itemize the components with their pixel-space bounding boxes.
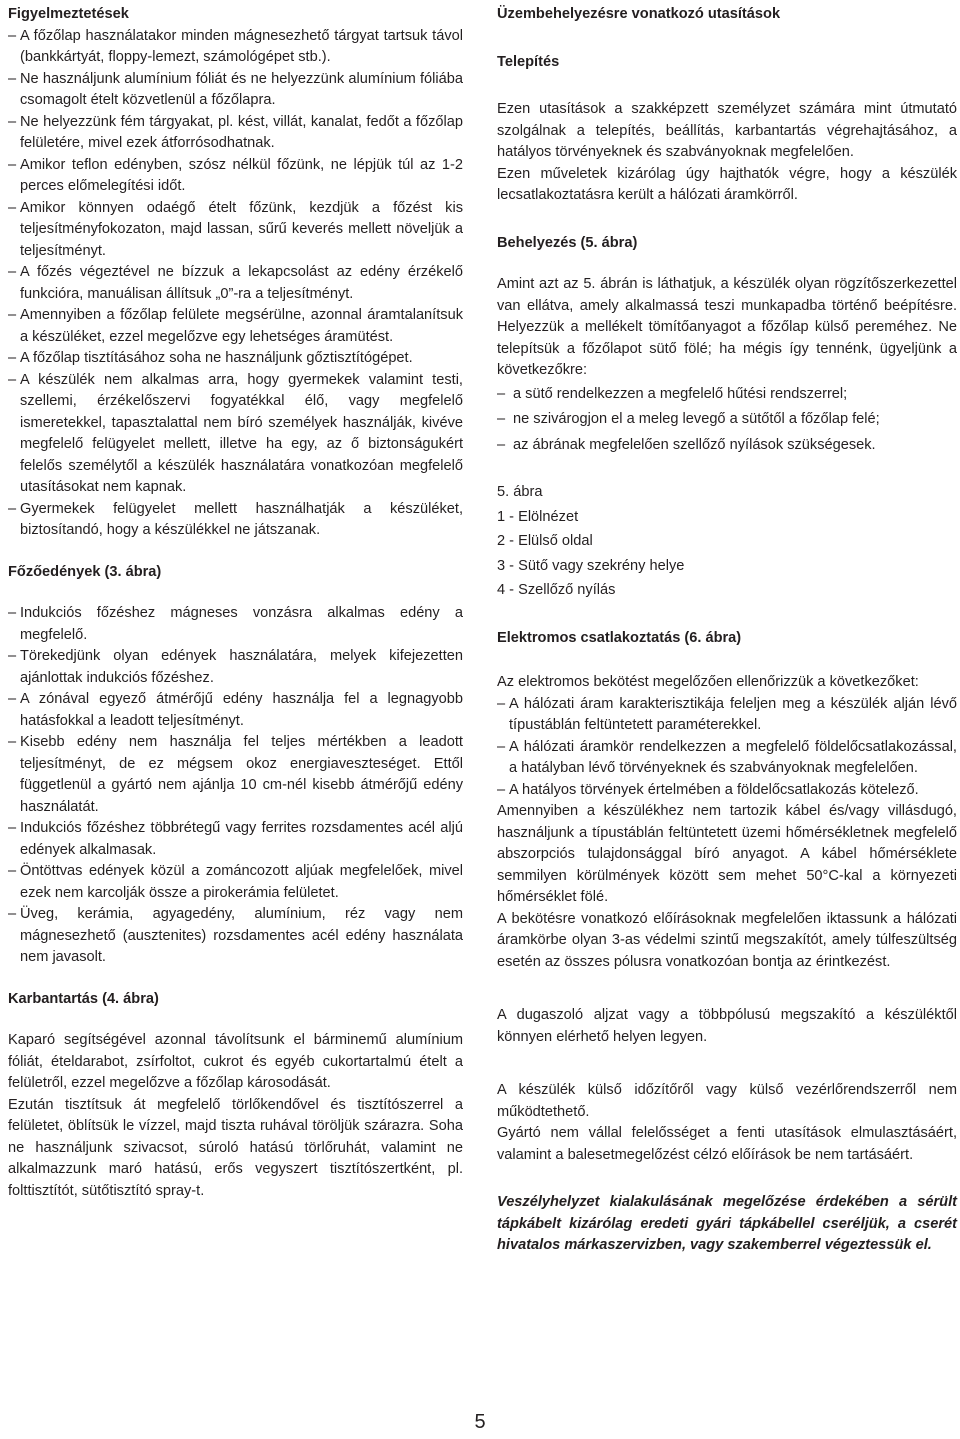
list-item: – A főzőlap használatakor minden mágnesezhető tárgyat tartsuk távol (bankkártyát, floppy-lemezt, számológépet stb.). (8, 26, 463, 69)
legend-item: 4 - Szellőző nyílás (497, 582, 616, 598)
electric-list (497, 694, 957, 802)
list-item: – Ne helyezzünk fém tárgyakat, pl. kést, villát, kanalat, fedőt a főzőlap felületére, mivel ezek átforrósodhatnak. (8, 112, 463, 155)
cookware-list (8, 603, 463, 969)
list-item: – Kisebb edény nem használja fel teljes mértékben a leadott teljesítményt, de ez mégsem okoz energiaveszteséget. Ettől függetlenül a gyártó nem ajánlja 10 cm-nél kisebb átmérőjű edény használatát. (8, 732, 463, 818)
legend-item: 5. ábra (497, 484, 543, 500)
electric-paragraph: A dugaszoló aljzat vagy a többpólusú megszakító a készüléktől könnyen elérhető helyen legyen. (497, 1007, 957, 1045)
main-heading: Üzembehelyezésre vonatkozó utasítások (497, 6, 781, 22)
legend-item: 1 - Elölnézet (497, 508, 579, 525)
maintenance-paragraph: Kaparó segítségével azonnal távolítsunk el bárminemű alumínium fóliát, ételdarabot, zsírfoltot, cukrot és egyéb cukortartalmú ételt a felületről, ezzel megelőzve a főzőlap károsodását. (8, 1032, 463, 1091)
right-column (497, 4, 957, 1257)
list-item: – A hálózati áram karakterisztikája feleljen meg a készülék alján lévő típustáblán feltüntetett paraméterekkel. (497, 694, 957, 737)
list-item: – A készülék nem alkalmas arra, hogy gyermekek valamint testi, szellemi, érzékelőszervi fogyatékkal élő, vagy megfelelő ismeretekkel, tapasztalattal nem bíró személyek használják, kivéve megfelelő felügyelet mellett, illetve ha egy, az ő biztonságukért felelős személytől a készülék használatára vonatkozóan megfelelő utasításokat nem kapnak. (8, 370, 463, 499)
legend-item: 3 - Sütő vagy szekrény helye (497, 557, 685, 574)
list-item: – a sütő rendelkezzen a megfelelő hűtési rendszerrel; (497, 384, 957, 406)
list-item: – ne szivárogjon el a meleg levegő a sütőtől a főzőlap felé; (497, 409, 957, 431)
mounting-paragraph: Amint azt az 5. ábrán is láthatjuk, a készülék olyan rögzítőszerkezettel van ellátva, amely alkalmassá teszi munkapadba történő beépítésre. Helyezzük a mellékelt tömítőanyagot a főzőlap külső pereméhez. Ne telepítsük a főzőlapot sütő fölé; ha mégis így tennénk, ügyeljünk a következőkre: (497, 276, 957, 378)
warnings-heading: Figyelmeztetések (8, 6, 129, 22)
list-item: – Amennyiben a főzőlap felülete megsérülne, azonnal áramtalanítsuk a készüléket, ezzel megelőzve egy lehetséges áramütést. (8, 305, 463, 348)
list-item: – Amikor teflon edényben, szósz nélkül főzünk, ne lépjük túl az 1-2 perces előmelegítési időt. (8, 155, 463, 198)
list-item: – A hatályos törvények értelmében a földelőcsatlakozás kötelező. (497, 780, 957, 802)
list-item: – A főzőlap tisztításához soha ne használjunk gőztisztítógépet. (8, 348, 463, 370)
install-heading: Telepítés (497, 53, 560, 70)
install-paragraph: Ezen utasítások a szakképzett személyzet számára mint útmutató szolgálnak a telepítés, beállítás, karbantartás végrehajtásához, a hatályos törvényeknek és szabványoknak megfelelően. (497, 101, 957, 160)
list-item: – A zónával egyező átmérőjű edény használja fel a legnagyobb hatásfokkal a leadott teljesítményt. (8, 689, 463, 732)
legend-item: 2 - Elülső oldal (497, 533, 593, 549)
list-item: – Amikor könnyen odaégő ételt főzünk, kezdjük a főzést kis teljesítményfokozaton, majd lassan, sűrű keverés mellett növeljük a teljesítményt. (8, 198, 463, 263)
figure-legend (497, 482, 957, 602)
left-column (8, 4, 463, 1202)
warnings-list (8, 26, 463, 542)
list-item: – Gyermekek felügyelet mellett használhatják a készüléket, biztosítandó, hogy a készülékkel ne játszanak. (8, 499, 463, 542)
list-item: – A főzés végeztével ne bízzuk a lekapcsolást az edény érzékelő funkcióra, manuálisan állítsuk „0”-ra a teljesítményt. (8, 262, 463, 305)
list-item: – Törekedjünk olyan edények használatára, melyek kifejezetten ajánlottak indukciós főzéshez. (8, 646, 463, 689)
cookware-heading: Főzőedények (3. ábra) (8, 563, 162, 580)
electric-paragraph: A készülék külső időzítőről vagy külső vezérlőrendszerről nem működtethető. (497, 1082, 957, 1120)
list-item: – Ne használjunk alumínium fóliát és ne helyezzünk alumínium fóliába csomagolt ételt közvetlenül a főzőlapra. (8, 69, 463, 112)
safety-warning: Veszélyhelyzet kialakulásának megelőzése érdekében a sérült tápkábelt kizárólag eredeti gyári tápkábellel cseréljük, a cserét hivatalos márkaszervizben, vagy szakemberrel végeztessük el. (497, 1194, 957, 1253)
electric-intro: Az elektromos bekötést megelőzően ellenőrizzük a következőket: (497, 674, 919, 690)
mounting-heading: Behelyezés (5. ábra) (497, 234, 638, 251)
electric-paragraph: Gyártó nem vállal felelősséget a fenti utasítások elmulasztásáért, valamint a balesetmegelőzést célzó előírások be nem tartásáért. (497, 1125, 957, 1163)
maintenance-paragraph: Ezután tisztítsuk át megfelelő törlőkendővel és tisztítószerrel a felületet, öblítsük le vízzel, majd tiszta ruhával töröljük szárazra. Soha ne használjunk szivacsot, súroló hatású törlőruhát, valamint ne alkalmazzunk maró hatású, erős vegyszert tisztítószertként, pl. folttisztítót, sütőtisztító spray-t. (8, 1096, 463, 1199)
electric-paragraph: Amennyiben a készülékhez nem tartozik kábel és/vagy villásdugó, használjunk a típustáblán feltüntetett üzemi hőmérsékletnek megfelelő abszorpciós tulajdonsággal bíró anyagot. A kábel hőmérséklete semmilyen körülmények között sem mehet 50°C-kal a környezeti hőmérséklet fölé. (497, 803, 957, 905)
list-item: – Indukciós főzéshez többrétegű vagy ferrites rozsdamentes acél aljú edények alkalmasak. (8, 818, 463, 861)
list-item: – Indukciós főzéshez mágneses vonzásra alkalmas edény a megfelelő. (8, 603, 463, 646)
electric-paragraph: A bekötésre vonatkozó előírásoknak megfelelően iktassunk a hálózati áramkörbe olyan 3-as védelmi szintű megszakítót, amely túlfeszültség esetén az összes pólusra vonatkozóan bontja az érintkezést. (497, 910, 957, 970)
mounting-list (497, 384, 957, 457)
list-item: – az ábrának megfelelően szellőző nyílások szükségesek. (497, 435, 957, 457)
list-item: – Üveg, kerámia, agyagedény, alumínium, réz vagy nem mágnesezhető (ausztenites) rozsdamentes acél edény használata nem javasolt. (8, 904, 463, 969)
list-item: – Öntöttvas edények közül a zománcozott aljúak megfelelőek, mivel ezek nem karcolják össze a pirokerámia felületet. (8, 861, 463, 904)
page-number: 5 (474, 1411, 486, 1433)
install-paragraph: Ezen műveletek kizárólag úgy hajthatók végre, hogy a készülék lecsatlakoztatásra került a hálózati áramkörről. (497, 165, 957, 203)
electric-heading: Elektromos csatlakoztatás (6. ábra) (497, 629, 742, 646)
list-item: – A hálózati áramkör rendelkezzen a megfelelő földelőcsatlakozással, a hatályban lévő törvényeknek és szabványoknak megfelelően. (497, 737, 957, 780)
maintenance-heading: Karbantartás (4. ábra) (8, 990, 159, 1007)
